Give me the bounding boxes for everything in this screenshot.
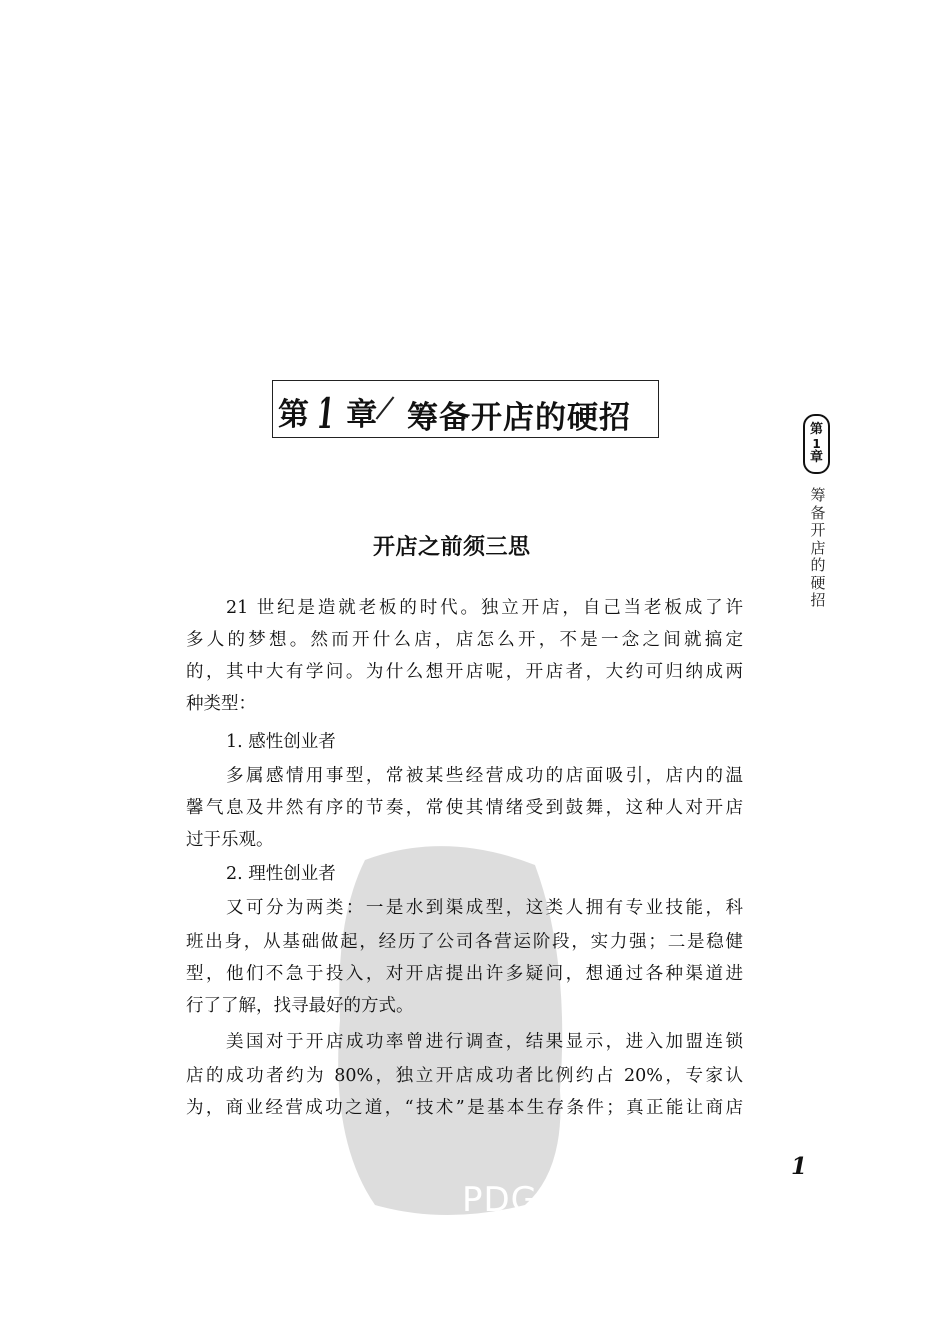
chapter-suffix: 章 bbox=[346, 397, 378, 433]
side-chapter-tab bbox=[803, 414, 830, 474]
side-title-char: 开 bbox=[810, 521, 826, 539]
side-tab-suffix: 章 bbox=[809, 450, 823, 465]
body-line: 美国对于开店成功率曾进行调查，结果显示，进入加盟连锁 bbox=[226, 1032, 743, 1052]
side-tab-number: 1 bbox=[812, 437, 821, 451]
side-chapter-title bbox=[808, 487, 828, 610]
side-title-char: 备 bbox=[810, 503, 826, 522]
chapter-number: 1 bbox=[317, 389, 334, 438]
list-heading: 1. 感性创业者 bbox=[226, 732, 336, 752]
side-title-char: 店 bbox=[810, 538, 826, 557]
side-title-char: 硬 bbox=[810, 573, 826, 592]
body-line: 馨气息及井然有序的节奏，常使其情绪受到鼓舞，这种人对开店 bbox=[186, 798, 743, 818]
chapter-prefix: 第 bbox=[278, 397, 309, 433]
body-line: 又可分为两类：一是水到渠成型，这类人拥有专业技能，科 bbox=[226, 898, 743, 918]
body-line: 店的成功者约为 80%，独立开店成功者比例约占 20%，专家认 bbox=[186, 1066, 743, 1086]
side-title-char: 招 bbox=[810, 591, 826, 609]
watermark-text: PDG bbox=[462, 1180, 539, 1220]
body-line: 21 世纪是造就老板的时代。独立开店，自己当老板成了许 bbox=[226, 598, 743, 618]
body-line: 多属感情用事型，常被某些经营成功的店面吸引，店内的温 bbox=[226, 766, 743, 786]
body-line: 多人的梦想。然而开什么店，店怎么开，不是一念之间就搞定 bbox=[186, 630, 743, 650]
side-title-char: 的 bbox=[810, 556, 826, 574]
list-heading: 2. 理性创业者 bbox=[226, 864, 336, 884]
chapter-title: 筹备开店的硬招 bbox=[407, 400, 631, 436]
side-title-char: 筹 bbox=[810, 486, 826, 504]
chapter-label bbox=[278, 389, 378, 438]
page-number: 1 bbox=[791, 1153, 808, 1180]
body-line: 行了了解，找寻最好的方式。 bbox=[186, 996, 414, 1016]
body-line: 种类型： bbox=[186, 694, 256, 714]
body-line: 型，他们不急于投入，对开店提出许多疑问，想通过各种渠道进 bbox=[186, 964, 743, 984]
body-line: 过于乐观。 bbox=[186, 830, 274, 850]
body-line: 班出身，从基础做起，经历了公司各营运阶段，实力强；二是稳健 bbox=[186, 932, 743, 952]
body-line: 为，商业经营成功之道，“技术”是基本生存条件；真正能让商店 bbox=[186, 1098, 743, 1118]
body-line: 的，其中大有学问。为什么想开店呢，开店者，大约可归纳成两 bbox=[186, 662, 743, 682]
side-tab-prefix: 第 bbox=[809, 422, 823, 437]
section-title: 开店之前须三思 bbox=[373, 534, 531, 560]
